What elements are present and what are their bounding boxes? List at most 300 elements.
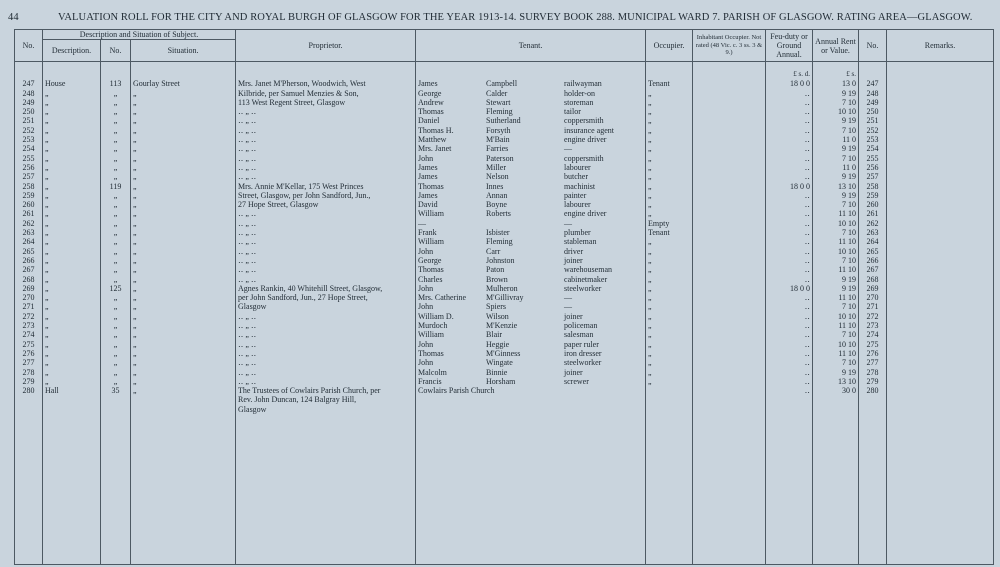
annual-rent-cell: 30 0	[813, 386, 859, 395]
tenant-occupation: butcher	[564, 172, 589, 182]
feu-duty-cell: ‥	[766, 358, 813, 367]
street-number-cell: „	[101, 275, 131, 284]
col-header-feu-duty: Feu-duty or Ground Annual.	[766, 30, 813, 62]
col-header-proprietor: Proprietor.	[236, 30, 416, 62]
inhabitant-cell	[693, 98, 766, 107]
annual-rent-cell: 9 19	[813, 368, 859, 377]
tenant-occupation: railwayman	[564, 79, 602, 89]
inhabitant-cell	[693, 256, 766, 265]
inhabitant-cell	[693, 163, 766, 172]
street-number-cell: „	[101, 191, 131, 200]
feu-duty-cell	[766, 395, 813, 404]
table-row	[15, 135, 994, 144]
remarks-cell	[887, 228, 994, 237]
annual-rent-cell: 11 10	[813, 349, 859, 358]
tenant-cell	[416, 284, 646, 293]
street-number-cell: „	[101, 172, 131, 181]
entry-number: 254	[15, 144, 43, 153]
occupier-cell: „	[646, 321, 693, 330]
feu-duty-cell: ‥	[766, 116, 813, 125]
street-number-cell: 113	[101, 79, 131, 88]
occupier-cell: „	[646, 349, 693, 358]
tenant-cell	[416, 228, 646, 237]
situation-cell: „	[131, 302, 236, 311]
annual-rent-cell: 7 10	[813, 98, 859, 107]
proprietor-cell: ‥ „ ‥	[236, 377, 416, 386]
situation-cell: „	[131, 312, 236, 321]
table-row	[15, 182, 994, 191]
tenant-occupation: warehouseman	[564, 265, 612, 275]
tenant-surname: Roberts	[486, 209, 511, 219]
street-number-cell: „	[101, 349, 131, 358]
tenant-occupation: tailor	[564, 107, 581, 117]
entry-number: 273	[15, 321, 43, 330]
tenant-occupation: insurance agent	[564, 125, 614, 135]
feu-duty-cell: ‥	[766, 89, 813, 98]
remarks-cell	[887, 182, 994, 191]
proprietor-cell: ‥ „ ‥	[236, 126, 416, 135]
page-title: VALUATION ROLL FOR THE CITY AND ROYAL BURGH OF GLASGOW FOR THE YEAR 1913-14. SURVEY BOOK 288. MUNICIPAL WARD 7. PARISH OF GLASGOW. RATING AREA—GLASGOW.	[58, 12, 973, 23]
feu-duty-cell: ‥	[766, 237, 813, 246]
tenant-cell	[416, 144, 646, 153]
annual-rent-cell: 7 10	[813, 154, 859, 163]
situation-cell	[131, 395, 236, 404]
tenant-first-name: James	[418, 162, 438, 172]
inhabitant-cell	[693, 265, 766, 274]
remarks-cell	[887, 154, 994, 163]
remarks-cell	[887, 256, 994, 265]
street-number-cell: „	[101, 126, 131, 135]
remarks-cell	[887, 237, 994, 246]
situation-cell: „	[131, 237, 236, 246]
street-number-cell: „	[101, 219, 131, 228]
street-number-cell: „	[101, 237, 131, 246]
remarks-cell	[887, 284, 994, 293]
entry-number-right: 249	[859, 98, 887, 107]
description-cell: „	[43, 200, 101, 209]
tenant-first-name: Malcolm	[418, 367, 447, 377]
occupier-cell: „	[646, 256, 693, 265]
street-number-cell: „	[101, 330, 131, 339]
tenant-occupation: policeman	[564, 321, 598, 331]
situation-cell: „	[131, 107, 236, 116]
remarks-cell	[887, 247, 994, 256]
tenant-occupation: joiner	[564, 367, 583, 377]
entry-number: 271	[15, 302, 43, 311]
street-number-cell: „	[101, 368, 131, 377]
tenant-occupation: —	[564, 218, 573, 228]
occupier-cell: „	[646, 302, 693, 311]
tenant-surname: Johnston	[486, 255, 515, 265]
street-number-cell: „	[101, 228, 131, 237]
table-row	[15, 79, 994, 88]
inhabitant-cell	[693, 237, 766, 246]
entry-number-right: 267	[859, 265, 887, 274]
tenant-first-name: Andrew	[418, 97, 444, 107]
annual-rent-cell: 7 10	[813, 126, 859, 135]
street-number-cell: „	[101, 135, 131, 144]
remarks-cell	[887, 135, 994, 144]
feu-duty-cell: ‥	[766, 200, 813, 209]
description-cell: „	[43, 256, 101, 265]
inhabitant-cell	[693, 172, 766, 181]
table-row	[15, 377, 994, 386]
feu-duty-cell: ‥	[766, 209, 813, 218]
description-cell: „	[43, 228, 101, 237]
remarks-cell	[887, 312, 994, 321]
proprietor-cell: ‥ „ ‥	[236, 144, 416, 153]
table-row	[15, 228, 994, 237]
proprietor-cell: ‥ „ ‥	[236, 256, 416, 265]
tenant-first-name: Charles	[418, 274, 443, 284]
proprietor-cell: ‥ „ ‥	[236, 219, 416, 228]
tenant-cell	[416, 275, 646, 284]
tenant-first-name: George	[418, 88, 442, 98]
tenant-surname: Spiers	[486, 302, 507, 312]
entry-number: 274	[15, 330, 43, 339]
entry-number	[15, 395, 43, 404]
entry-number: 248	[15, 89, 43, 98]
situation-cell: „	[131, 182, 236, 191]
entry-number: 278	[15, 368, 43, 377]
proprietor-cell: ‥ „ ‥	[236, 368, 416, 377]
feu-duty-cell: ‥	[766, 107, 813, 116]
entry-number-right: 256	[859, 163, 887, 172]
annual-rent-cell: 9 19	[813, 172, 859, 181]
tenant-first-name: John	[418, 246, 434, 256]
occupier-cell	[646, 395, 693, 404]
tenant-surname: Annan	[486, 190, 508, 200]
street-number-cell: „	[101, 340, 131, 349]
remarks-cell	[887, 107, 994, 116]
tenant-cell	[416, 330, 646, 339]
annual-rent-cell: 9 19	[813, 144, 859, 153]
col-header-annual-rent: Annual Rent or Value.	[813, 30, 859, 62]
description-cell: „	[43, 275, 101, 284]
entry-number: 266	[15, 256, 43, 265]
annual-rent-cell: 13 10	[813, 182, 859, 191]
proprietor-cell: ‥ „ ‥	[236, 172, 416, 181]
tenant-occupation: painter	[564, 190, 587, 200]
tenant-first-name: William	[418, 237, 444, 247]
proprietor-cell: ‥ „ ‥	[236, 237, 416, 246]
tenant-surname: Fleming	[486, 107, 513, 117]
street-number-cell: „	[101, 293, 131, 302]
tenant-cell	[416, 107, 646, 116]
situation-cell	[131, 405, 236, 414]
occupier-cell: „	[646, 163, 693, 172]
feu-duty-cell: ‥	[766, 228, 813, 237]
remarks-cell	[887, 349, 994, 358]
description-cell: „	[43, 293, 101, 302]
remarks-cell	[887, 191, 994, 200]
tenant-first-name: Matthew	[418, 135, 447, 145]
occupier-cell: „	[646, 191, 693, 200]
street-number-cell: „	[101, 144, 131, 153]
annual-rent-cell: 10 10	[813, 340, 859, 349]
entry-number-right: 271	[859, 302, 887, 311]
col-header-no: No.	[15, 30, 43, 62]
valuation-table-body	[15, 62, 994, 565]
tenant-surname: Horsham	[486, 376, 516, 386]
street-number-cell: „	[101, 98, 131, 107]
situation-cell: „	[131, 386, 236, 395]
table-row	[15, 321, 994, 330]
occupier-cell: „	[646, 330, 693, 339]
feu-duty-cell: ‥	[766, 256, 813, 265]
proprietor-cell: ‥ „ ‥	[236, 349, 416, 358]
proprietor-cell: ‥ „ ‥	[236, 116, 416, 125]
entry-number-right: 266	[859, 256, 887, 265]
proprietor-cell: ‥ „ ‥	[236, 163, 416, 172]
remarks-cell	[887, 163, 994, 172]
inhabitant-cell	[693, 200, 766, 209]
tenant-occupation: engine driver	[564, 135, 607, 145]
annual-rent-cell: 13 0	[813, 79, 859, 88]
inhabitant-cell	[693, 405, 766, 414]
tenant-surname: Wilson	[486, 311, 509, 321]
proprietor-cell: ‥ „ ‥	[236, 265, 416, 274]
proprietor-cell: Agnes Rankin, 40 Whitehill Street, Glasgow,	[236, 284, 416, 293]
description-cell: „	[43, 358, 101, 367]
proprietor-cell: ‥ „ ‥	[236, 358, 416, 367]
situation-cell: „	[131, 163, 236, 172]
entry-number-right: 279	[859, 377, 887, 386]
proprietor-cell: Mrs. Annie M'Kellar, 175 West Princes	[236, 182, 416, 191]
tenant-first-name: George	[418, 255, 442, 265]
description-cell: „	[43, 182, 101, 191]
tenant-first-name: John	[418, 339, 434, 349]
occupier-cell: „	[646, 209, 693, 218]
tenant-occupation: steelworker	[564, 283, 602, 293]
tenant-first-name: Cowlairs Parish Church	[418, 386, 495, 396]
remarks-cell	[887, 209, 994, 218]
proprietor-cell: 27 Hope Street, Glasgow	[236, 200, 416, 209]
table-row	[15, 284, 994, 293]
annual-rent-cell: 7 10	[813, 256, 859, 265]
street-number-cell: „	[101, 247, 131, 256]
remarks-cell	[887, 89, 994, 98]
occupier-cell: Tenant	[646, 79, 693, 88]
entry-number-right: 254	[859, 144, 887, 153]
entry-number-right: 248	[859, 89, 887, 98]
street-number-cell: „	[101, 265, 131, 274]
entry-number: 267	[15, 265, 43, 274]
situation-cell: „	[131, 275, 236, 284]
description-cell: „	[43, 98, 101, 107]
tenant-cell	[416, 386, 646, 395]
entry-number: 253	[15, 135, 43, 144]
description-cell: „	[43, 247, 101, 256]
tenant-cell	[416, 209, 646, 218]
remarks-cell	[887, 144, 994, 153]
proprietor-cell: ‥ „ ‥	[236, 312, 416, 321]
occupier-cell: „	[646, 144, 693, 153]
tenant-occupation	[564, 386, 643, 395]
tenant-surname: Innes	[486, 181, 504, 191]
tenant-first-name: John	[418, 302, 434, 312]
tenant-cell	[416, 349, 646, 358]
feu-duty-cell: ‥	[766, 172, 813, 181]
feu-duty-cell: ‥	[766, 330, 813, 339]
remarks-cell	[887, 265, 994, 274]
inhabitant-cell	[693, 275, 766, 284]
entry-number-right: 260	[859, 200, 887, 209]
proprietor-cell: ‥ „ ‥	[236, 330, 416, 339]
tenant-surname: Forsyth	[486, 125, 511, 135]
col-header-remarks: Remarks.	[887, 30, 994, 62]
inhabitant-cell	[693, 79, 766, 88]
tenant-first-name: William D.	[418, 311, 454, 321]
description-cell: „	[43, 265, 101, 274]
occupier-cell: „	[646, 265, 693, 274]
annual-rent-cell: 10 10	[813, 219, 859, 228]
tenant-surname: Campbell	[486, 79, 518, 89]
tenant-surname: Calder	[486, 88, 508, 98]
feu-currency-label: £ s. d.	[766, 62, 813, 80]
occupier-cell: „	[646, 293, 693, 302]
feu-duty-cell: ‥	[766, 275, 813, 284]
tenant-surname: Farries	[486, 144, 509, 154]
entry-number-right: 262	[859, 219, 887, 228]
inhabitant-cell	[693, 312, 766, 321]
situation-cell: „	[131, 293, 236, 302]
tenant-cell	[416, 154, 646, 163]
street-number-cell: „	[101, 321, 131, 330]
situation-cell: „	[131, 247, 236, 256]
description-cell: „	[43, 237, 101, 246]
tenant-surname: Stewart	[486, 97, 511, 107]
tenant-surname: M'Gillivray	[486, 293, 524, 303]
annual-rent-cell: 10 10	[813, 312, 859, 321]
description-cell: „	[43, 219, 101, 228]
table-row	[15, 144, 994, 153]
remarks-cell	[887, 275, 994, 284]
annual-rent-cell: 9 19	[813, 89, 859, 98]
entry-number-right: 251	[859, 116, 887, 125]
proprietor-cell: Rev. John Duncan, 124 Balgray Hill,	[236, 395, 416, 404]
blank-filler-row	[15, 414, 994, 565]
tenant-cell	[416, 302, 646, 311]
situation-cell: „	[131, 330, 236, 339]
table-row	[15, 368, 994, 377]
inhabitant-cell	[693, 321, 766, 330]
occupier-cell: „	[646, 340, 693, 349]
table-row	[15, 116, 994, 125]
feu-duty-cell	[766, 405, 813, 414]
situation-cell: „	[131, 154, 236, 163]
occupier-cell: „	[646, 368, 693, 377]
description-cell: „	[43, 135, 101, 144]
remarks-cell	[887, 377, 994, 386]
tenant-occupation: labourer	[564, 200, 591, 210]
remarks-cell	[887, 219, 994, 228]
inhabitant-cell	[693, 107, 766, 116]
street-number-cell: 35	[101, 386, 131, 395]
tenant-occupation: machinist	[564, 181, 596, 191]
occupier-cell: „	[646, 98, 693, 107]
entry-number: 259	[15, 191, 43, 200]
feu-duty-cell: ‥	[766, 377, 813, 386]
feu-duty-cell: ‥	[766, 265, 813, 274]
street-number-cell	[101, 395, 131, 404]
description-cell	[43, 395, 101, 404]
tenant-surname: Wingate	[486, 358, 513, 368]
annual-rent-cell: 11 10	[813, 293, 859, 302]
annual-rent-cell: 10 10	[813, 107, 859, 116]
inhabitant-cell	[693, 377, 766, 386]
col-header-description: Description.	[43, 40, 101, 62]
page-number: 44	[8, 12, 19, 23]
occupier-cell: „	[646, 200, 693, 209]
feu-duty-cell: ‥	[766, 163, 813, 172]
remarks-cell	[887, 200, 994, 209]
tenant-cell	[416, 321, 646, 330]
inhabitant-cell	[693, 144, 766, 153]
occupier-cell: Empty	[646, 219, 693, 228]
remarks-cell	[887, 340, 994, 349]
tenant-first-name: Daniel	[418, 116, 440, 126]
occupier-cell: „	[646, 377, 693, 386]
feu-duty-cell: ‥	[766, 312, 813, 321]
entry-number	[15, 405, 43, 414]
tenant-cell	[416, 200, 646, 209]
occupier-cell: „	[646, 275, 693, 284]
entry-number-right: 259	[859, 191, 887, 200]
table-row	[15, 293, 994, 302]
table-row	[15, 275, 994, 284]
entry-number-right: 276	[859, 349, 887, 358]
inhabitant-cell	[693, 302, 766, 311]
situation-cell: Gourlay Street	[131, 79, 236, 88]
annual-rent-cell: 7 10	[813, 358, 859, 367]
proprietor-cell: ‥ „ ‥	[236, 275, 416, 284]
situation-cell: „	[131, 256, 236, 265]
remarks-cell	[887, 98, 994, 107]
tenant-occupation: coppersmith	[564, 116, 604, 126]
street-number-cell: „	[101, 154, 131, 163]
inhabitant-cell	[693, 284, 766, 293]
tenant-cell	[416, 395, 646, 404]
situation-cell: „	[131, 200, 236, 209]
tenant-cell	[416, 89, 646, 98]
tenant-cell	[416, 256, 646, 265]
situation-cell: „	[131, 89, 236, 98]
table-row	[15, 126, 994, 135]
entry-number: 263	[15, 228, 43, 237]
inhabitant-cell	[693, 135, 766, 144]
tenant-occupation: salesman	[564, 330, 594, 340]
tenant-surname: Paterson	[486, 153, 514, 163]
entry-number-right: 265	[859, 247, 887, 256]
feu-duty-cell: ‥	[766, 321, 813, 330]
tenant-first-name: Thomas	[418, 107, 444, 117]
remarks-cell	[887, 302, 994, 311]
description-cell: „	[43, 312, 101, 321]
tenant-surname: M'Bain	[486, 135, 510, 145]
entry-number-right	[859, 395, 887, 404]
situation-cell: „	[131, 116, 236, 125]
description-cell: House	[43, 79, 101, 88]
occupier-cell	[646, 405, 693, 414]
description-cell: „	[43, 163, 101, 172]
entry-number: 275	[15, 340, 43, 349]
rent-currency-label: £ s.	[813, 62, 859, 80]
situation-cell: „	[131, 209, 236, 218]
occupier-cell: „	[646, 89, 693, 98]
feu-duty-cell: ‥	[766, 191, 813, 200]
entry-number: 247	[15, 79, 43, 88]
